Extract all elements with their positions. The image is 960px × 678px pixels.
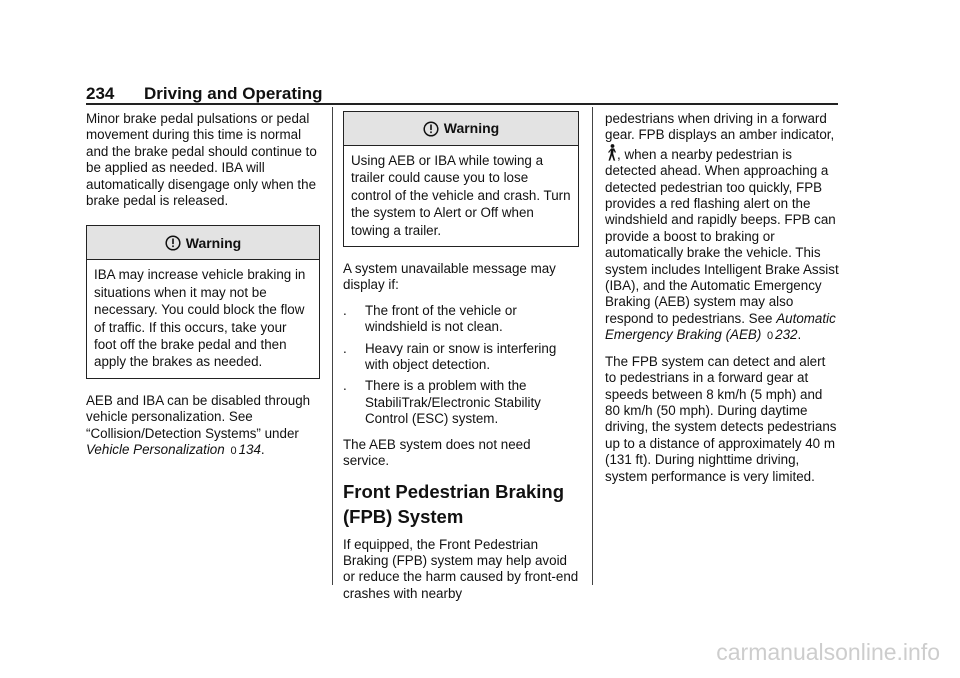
warning-icon (165, 235, 181, 251)
column-3 (605, 111, 840, 494)
header-rule (86, 103, 838, 105)
column-divider-1 (332, 107, 333, 585)
column-1 (86, 111, 320, 469)
bullet-list (343, 303, 579, 428)
paragraph (605, 111, 840, 345)
bullet: . (343, 378, 347, 394)
list-item-text: Heavy rain or snow is interfering with object detection. (365, 340, 557, 373)
page-ref-arrow-icon: 0 (767, 330, 774, 343)
warning-icon (423, 121, 439, 137)
punctuation: . (797, 327, 802, 343)
cross-reference[interactable]: Vehicle Personalization (86, 442, 225, 458)
page-reference[interactable]: 134 (238, 442, 261, 458)
section-title: Driving and Operating (144, 84, 323, 103)
list-item (343, 303, 579, 336)
warning-title: Warning (185, 234, 242, 251)
paragraph: If equipped, the Front Pedestrian Braking (FPB) system may help avoid or reduce the harm caused by front-end crashes with nearby (343, 536, 579, 601)
list-item-text: The front of the vehicle or windshield is not clean. (365, 302, 517, 335)
bullet: . (343, 340, 347, 356)
list-item (343, 341, 579, 374)
cross-reference[interactable]: Automatic Emergency Braking (AEB) (605, 310, 836, 343)
warning-header (344, 112, 578, 146)
paragraph (86, 393, 320, 460)
paragraph-text: pedestrians when driving in a forward gear. FPB displays an amber indicator, (605, 111, 835, 143)
paragraph: The FPB system can detect and alert to pedestrians in a forward gear at speeds between 8 km/h (5 mph) and 80 km/h (50 mph). During daytime driving, the system detects pedestrians up to a distance of approximately 40 m (131 ft). During nighttime driving, system performance is very limited. (605, 353, 837, 484)
section-heading: Front Pedestrian Braking (FPB) System (343, 480, 565, 527)
list-item-text: There is a problem with the StabiliTrak/Electronic Stability Control (ESC) system. (365, 378, 541, 427)
paragraph-text: , when a nearby pedestrian is detected ahead. When approaching a detected pedestrian too quickly, FPB provides a red flashing alert on the windshield and rapidly beeps. FPB can provide a boost to braking or automatically brake the vehicle. This system includes Intelligent Brake Assist (IBA), and the Automatic Emergency Braking (AEB) system may also respond to pedestrians. See (605, 146, 839, 326)
warning-box (343, 111, 579, 247)
column-2 (343, 111, 579, 611)
warning-body: IBA may increase vehicle braking in situations when it may not be necessary. You could block the flow of traffic. If this occurs, take your foot off the brake pedal and then apply the brakes as needed. (94, 267, 306, 370)
page-reference[interactable]: 232 (775, 327, 798, 343)
warning-box (86, 225, 320, 378)
pedestrian-icon (607, 144, 617, 161)
warning-body: Using AEB or IBA while towing a trailer could cause you to lose control of the vehicle and crash. Turn the system to Alert or Off when towing a trailer. (351, 153, 571, 238)
paragraph: Minor brake pedal pulsations or pedal movement during this time is normal and the brake pedal should continue to be applied as needed. IBA will automatically disengage only when the brake pedal is released. (86, 111, 317, 209)
watermark: carmanualsonline.info (716, 639, 940, 665)
punctuation: . (260, 442, 265, 458)
bullet: . (343, 302, 347, 318)
warning-title: Warning (443, 120, 500, 137)
page-ref-arrow-icon: 0 (230, 445, 237, 458)
list-item (343, 378, 579, 427)
column-divider-2 (592, 107, 593, 585)
warning-header (87, 226, 319, 260)
paragraph: The AEB system does not need service. (343, 436, 531, 469)
paragraph-text: AEB and IBA can be disabled through vehicle personalization. See “Collision/Detection Systems” under (86, 392, 311, 441)
page-number: 234 (86, 84, 115, 103)
paragraph: A system unavailable message may display if: (343, 261, 556, 293)
